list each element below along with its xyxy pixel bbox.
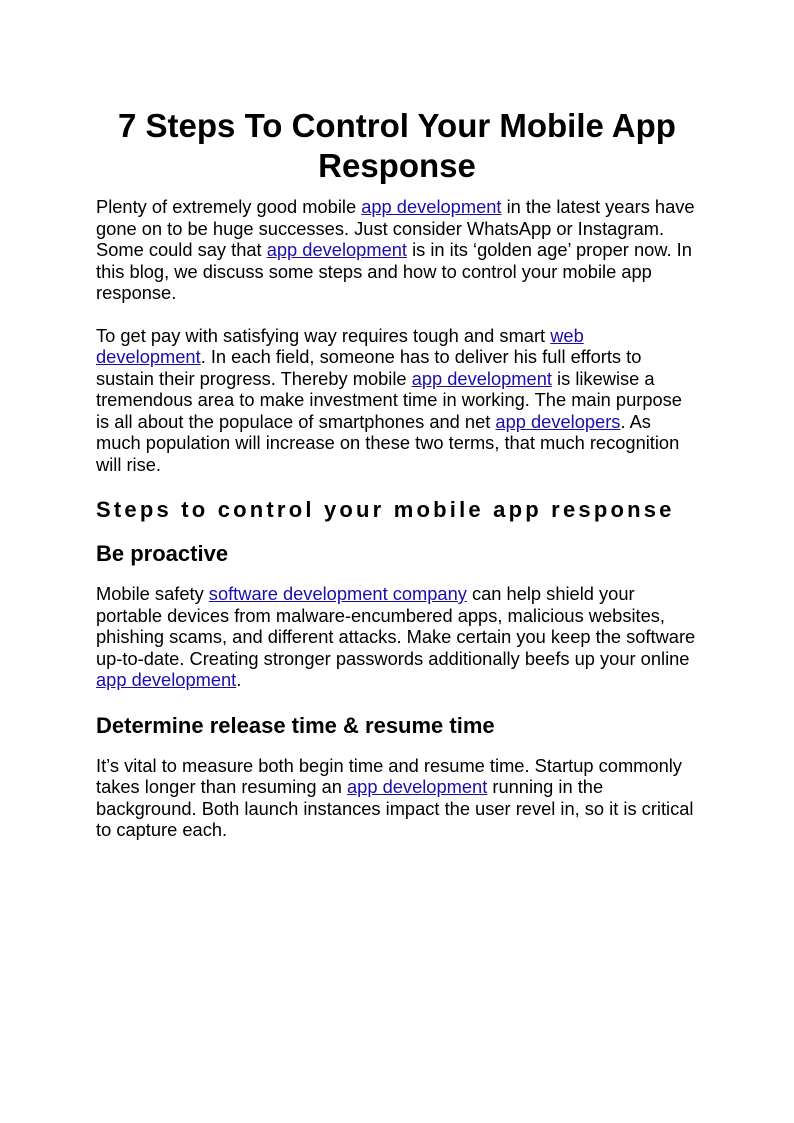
- intro-text-1: Plenty of extremely good mobile: [96, 196, 362, 217]
- section-2-paragraph: [96, 755, 698, 841]
- link-app-development[interactable]: app development: [347, 776, 488, 797]
- section2-text-1: It’s vital to measure both begin time and resume time. Startup commonly takes longer than resuming an: [96, 754, 682, 797]
- page-title: 7 Steps To Control Your Mobile App Response: [118, 107, 676, 184]
- section1-text-2: can help shield your portable devices from malware-encumbered apps, malicious websites, phishing scams, and different attacks. Make certain you keep the software up-to-date. Creating stronger passwords additionally beefs up your online: [96, 583, 696, 669]
- document-page: [96, 106, 698, 841]
- link-web-development[interactable]: web development: [96, 324, 584, 367]
- section1-text-1: Mobile safety: [96, 583, 209, 604]
- steps-heading: Steps to control your mobile app response: [96, 497, 675, 522]
- section-1-paragraph: [96, 583, 698, 691]
- link-app-developers[interactable]: app developers: [495, 410, 621, 432]
- paragraph-2: [96, 325, 698, 476]
- link-app-development[interactable]: app development: [361, 196, 502, 217]
- intro-text-2: in the latest years have gone on to be huge successes. Just consider WhatsApp or Instagram. Some could say that: [96, 196, 695, 260]
- para2-text-1: To get pay with satisfying way requires tough and smart: [96, 324, 551, 346]
- link-software-development-company[interactable]: software development company: [208, 583, 467, 604]
- section1-text-3: .: [236, 669, 242, 690]
- para2-text-4: . As much population will increase on these two terms, that much recognition will rise.: [96, 410, 680, 475]
- para2-text-3: is likewise a tremendous area to make investment time in working. The main purpose is all about the populace of smartphones and net: [96, 367, 682, 432]
- intro-text-3: is in its ‘golden age’ proper now. In this blog, we discuss some steps and how to control your mobile app response.: [96, 239, 692, 303]
- section-heading-release-time: Determine release time & resume time: [96, 712, 495, 738]
- section-heading-be-proactive: Be proactive: [96, 541, 229, 566]
- link-app-development[interactable]: app development: [266, 239, 407, 260]
- para2-text-2: . In each field, someone has to deliver his full efforts to sustain their progress. Thereby mobile: [96, 346, 642, 389]
- link-app-development[interactable]: app development: [96, 669, 237, 690]
- intro-paragraph: [96, 196, 698, 304]
- section2-text-2: running in the background. Both launch instances impact the user revel in, so it is critical to capture each.: [96, 776, 694, 840]
- link-app-development[interactable]: app development: [411, 367, 552, 389]
